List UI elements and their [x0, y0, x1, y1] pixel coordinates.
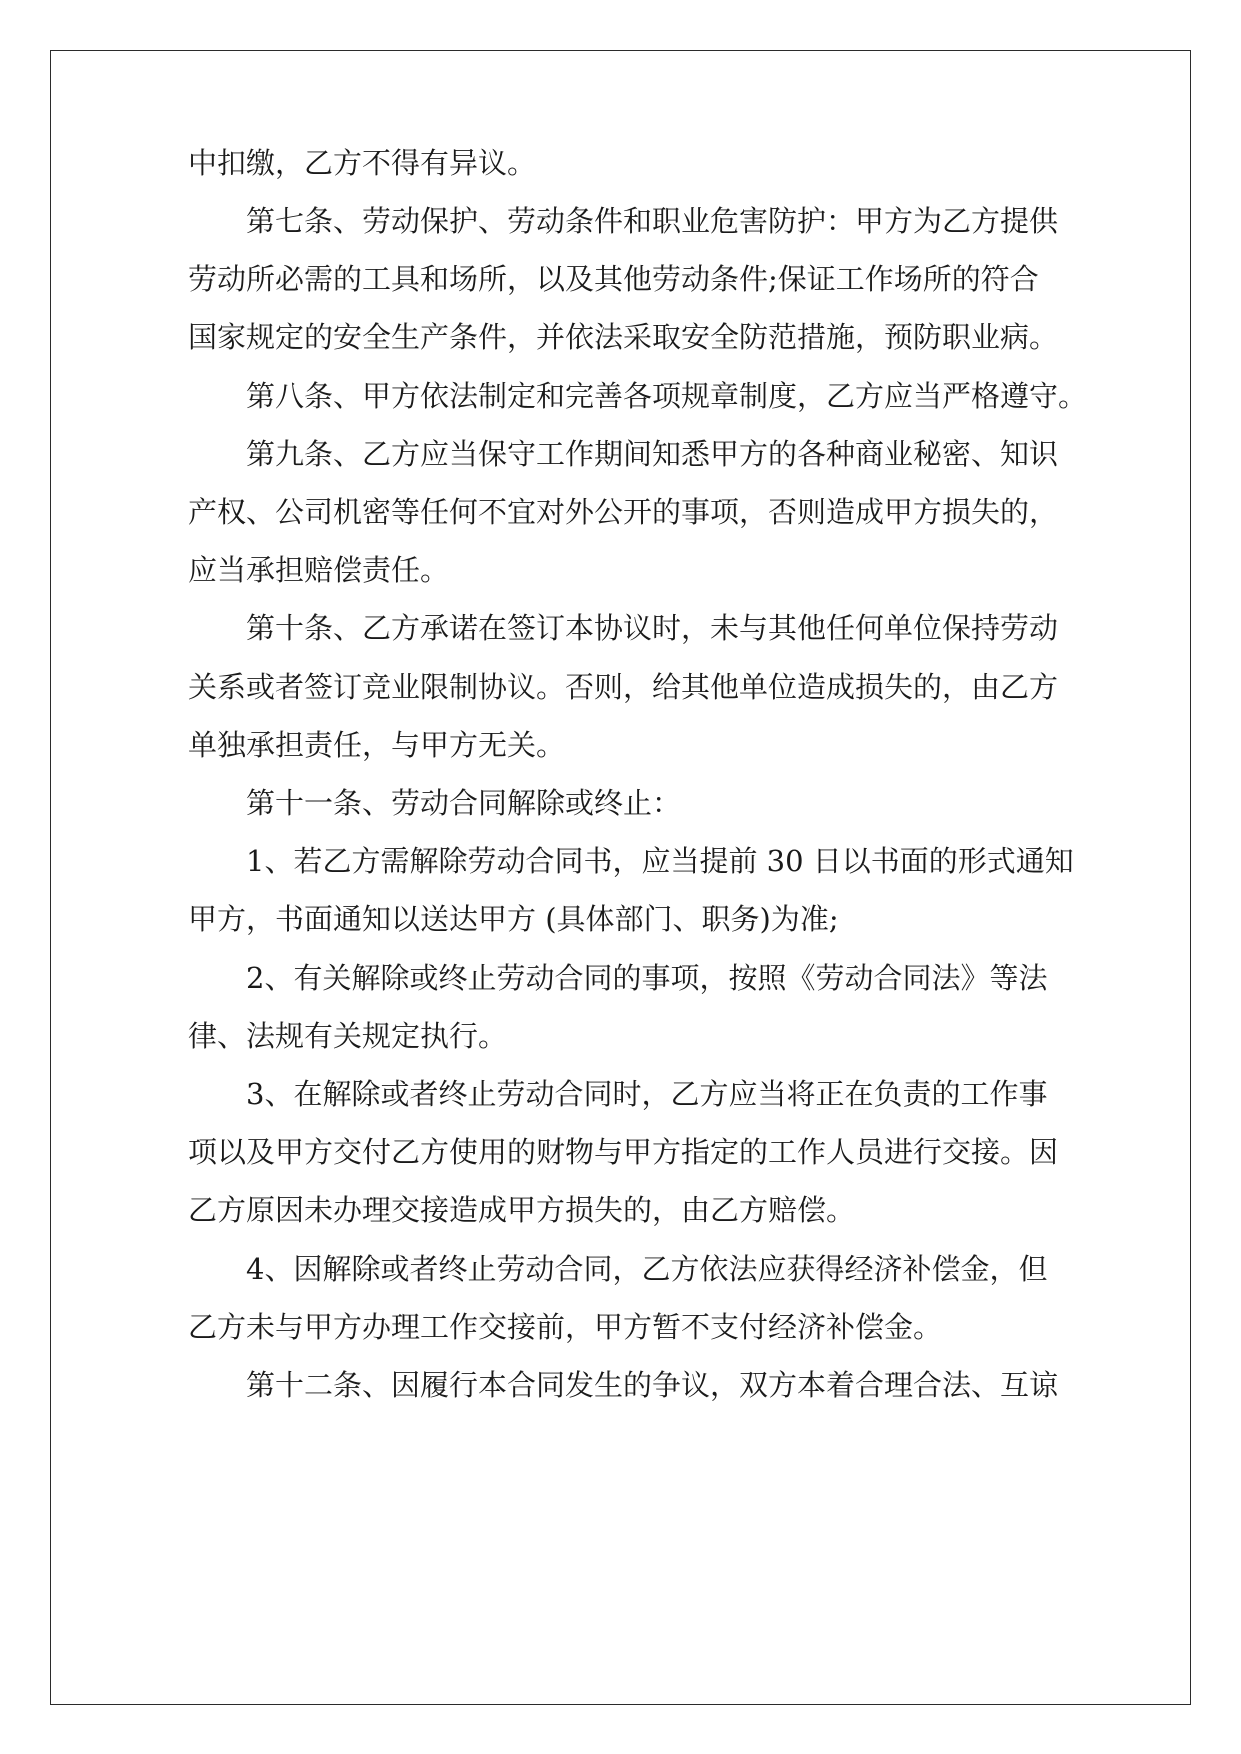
text-line: 第九条、乙方应当保守工作期间知悉甲方的各种商业秘密、知识 [246, 437, 1059, 471]
text-line: 第十二条、因履行本合同发生的争议，双方本着合理合法、互谅 [246, 1368, 1059, 1402]
text-line: 第十一条、劳动合同解除或终止： [246, 786, 682, 820]
text-line: 第七条、劳动保护、劳动条件和职业危害防护：甲方为乙方提供 [246, 204, 1059, 238]
text-line: 国家规定的安全生产条件，并依法采取安全防范措施，预防职业病。 [188, 320, 1059, 354]
text-line: 应当承担赔偿责任。 [188, 553, 450, 587]
text-line: 乙方原因未办理交接造成甲方损失的，由乙方赔偿。 [188, 1193, 856, 1227]
text-line: 律、法规有关规定执行。 [188, 1019, 508, 1053]
text-line: 乙方未与甲方办理工作交接前，甲方暂不支付经济补偿金。 [188, 1310, 943, 1344]
text-line: 2、有关解除或终止劳动合同的事项，按照《劳动合同法》等法 [246, 961, 1048, 995]
text-line: 单独承担责任，与甲方无关。 [188, 728, 566, 762]
text-line: 劳动所必需的工具和场所，以及其他劳动条件;保证工作场所的符合 [188, 262, 1039, 296]
text-line: 第十条、乙方承诺在签订本协议时，未与其他任何单位保持劳动 [246, 611, 1059, 645]
text-line: 甲方，书面通知以送达甲方 (具体部门、职务)为准; [188, 902, 839, 936]
text-line: 第八条、甲方依法制定和完善各项规章制度，乙方应当严格遵守。 [246, 379, 1088, 413]
text-line: 产权、公司机密等任何不宜对外公开的事项，否则造成甲方损失的， [188, 495, 1059, 529]
text-line: 4、因解除或者终止劳动合同，乙方依法应获得经济补偿金，但 [246, 1252, 1048, 1286]
text-line: 项以及甲方交付乙方使用的财物与甲方指定的工作人员进行交接。因 [188, 1135, 1059, 1169]
text-line: 3、在解除或者终止劳动合同时，乙方应当将正在负责的工作事 [246, 1077, 1048, 1111]
text-line: 中扣缴，乙方不得有异议。 [188, 146, 537, 180]
text-line: 1、若乙方需解除劳动合同书，应当提前 30 日以书面的形式通知 [246, 844, 1074, 878]
text-line: 关系或者签订竞业限制协议。否则，给其他单位造成损失的，由乙方 [188, 670, 1059, 704]
